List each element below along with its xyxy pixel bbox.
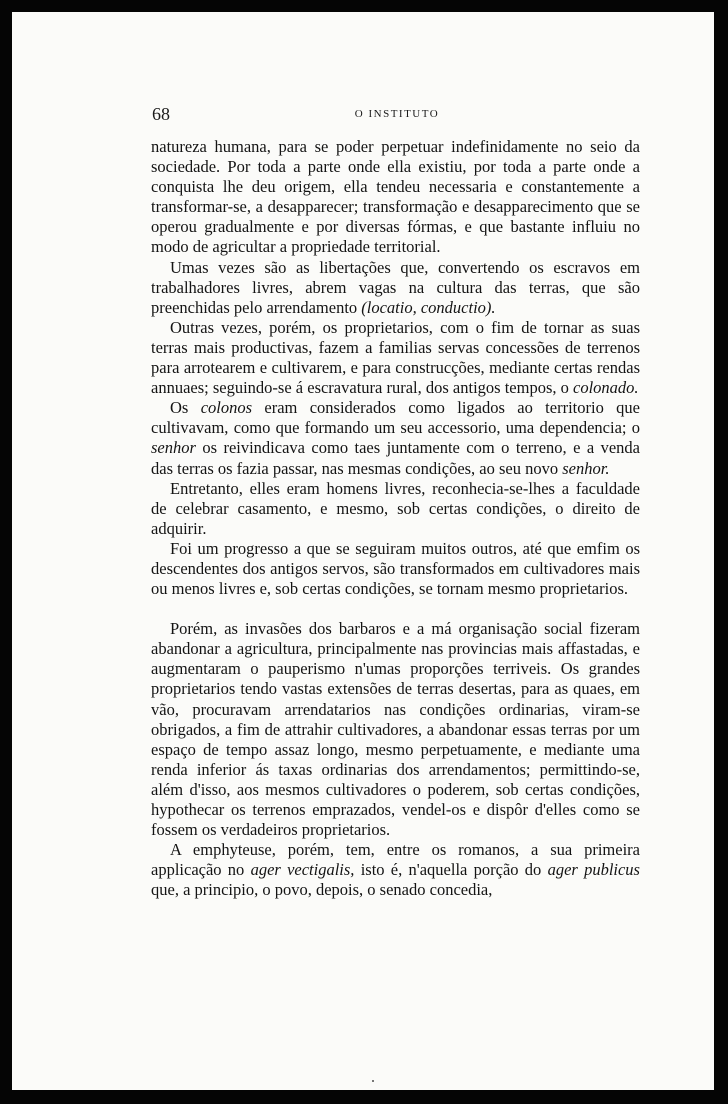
text-run: Outras vezes, porém, os proprietarios, com o fim de tornar as suas terras mais productivas, fazem a familias servas concessões de terrenos para arrotearem e cultivarem, e para construcções, mediante certas rendas annuaes; seguindo-se á escravatura rural, dos antigos tempos, o	[151, 317, 640, 398]
text-run: Entretanto, elles eram homens livres, reconhecia-se-lhes a faculdade de celebrar casamento, e mesmo, sob certas condições, o direito de adquirir.	[151, 478, 640, 538]
paragraph	[151, 398, 640, 478]
italic-text: (locatio, conductio).	[361, 297, 496, 317]
italic-text: ager publicus	[547, 860, 640, 880]
paragraph	[151, 258, 640, 318]
paragraph	[151, 619, 640, 840]
paragraph	[151, 539, 640, 599]
page-header	[152, 104, 642, 126]
text-run: Porém, as invasões dos barbaros e a má organisação social fizeram abandonar a agricultura, principalmente nas provincias mais affastadas, e augmentaram o pauperismo n'umas proporções terriveis. Os grandes proprietarios tendo vastas extensões de terras desertas, para as quaes, em vão, procuravam arrendatarios nas condições ordinarias, viram-se obrigados, a fim de attrahir cultivadores, a abandonar essas terras por um espaço de tempo assaz longo, mesmo perpetuamente, e mediante uma renda inferior ás taxas ordinarias dos arrendamentos; permittindo-se, além d'isso, aos mesmos cultivadores o poderem, sob certas condições, hypothecar os terrenos emprazados, vendel-os e dispôr d'elles como se fossem os verdadeiros proprietarios.	[151, 619, 640, 840]
paragraph	[151, 137, 640, 258]
text-run: que, a principio, o povo, depois, o senado concedia,	[151, 880, 493, 900]
paragraph	[151, 479, 640, 539]
italic-text: colonado.	[573, 378, 639, 398]
page-number: 68	[152, 104, 170, 124]
text-run: Os	[170, 398, 201, 418]
italic-text: ager vectigalis,	[250, 860, 355, 880]
text-run: eram considerados como ligados ao territorio que cultivavam, como que formando um seu accessorio, uma dependencia; o	[151, 398, 641, 438]
italic-text: senhor	[151, 438, 196, 458]
italic-text: senhor.	[562, 458, 610, 478]
paragraph	[151, 840, 640, 900]
book-page	[12, 12, 714, 1090]
text-run: isto é, n'aquella porção do	[354, 860, 548, 880]
text-run: Foi um progresso a que se seguiram muitos outros, até que emfim os descendentes dos antigos servos, são transformados em cultivadores mais ou menos livres e, sob certas condições, se tornam mesmo proprietarios.	[151, 538, 640, 599]
text-run: Umas vezes são as libertações que, convertendo os escravos em trabalhadores livres, abrem vagas na cultura das terras, que são preenchidas pelo arrendamento	[151, 257, 640, 317]
text-run: natureza humana, para se poder perpetuar indefinidamente no seio da sociedade. Por toda a parte onde ella existiu, por toda a parte onde a conquista lhe deu origem, ella tendeu necessaria e constantemente a transformar-se, a desapparecer; transformação e desapparecimento que se operou gradualmente e por diversas fórmas, e que bastante influiu no modo de agricultar a propriedade territorial.	[151, 137, 640, 257]
print-speck	[372, 1080, 374, 1082]
italic-text: colonos	[200, 398, 253, 418]
paragraph	[151, 318, 640, 398]
body-text	[151, 137, 640, 900]
running-title: O INSTITUTO	[354, 108, 440, 120]
text-run: A emphyteuse, porém, tem, entre os romanos, a sua primeira applicação no	[151, 840, 640, 880]
text-run: os reivindicava como taes juntamente com o terreno, e a venda das terras os fazia passar, nas mesmas condições, ao seu novo	[151, 438, 640, 478]
